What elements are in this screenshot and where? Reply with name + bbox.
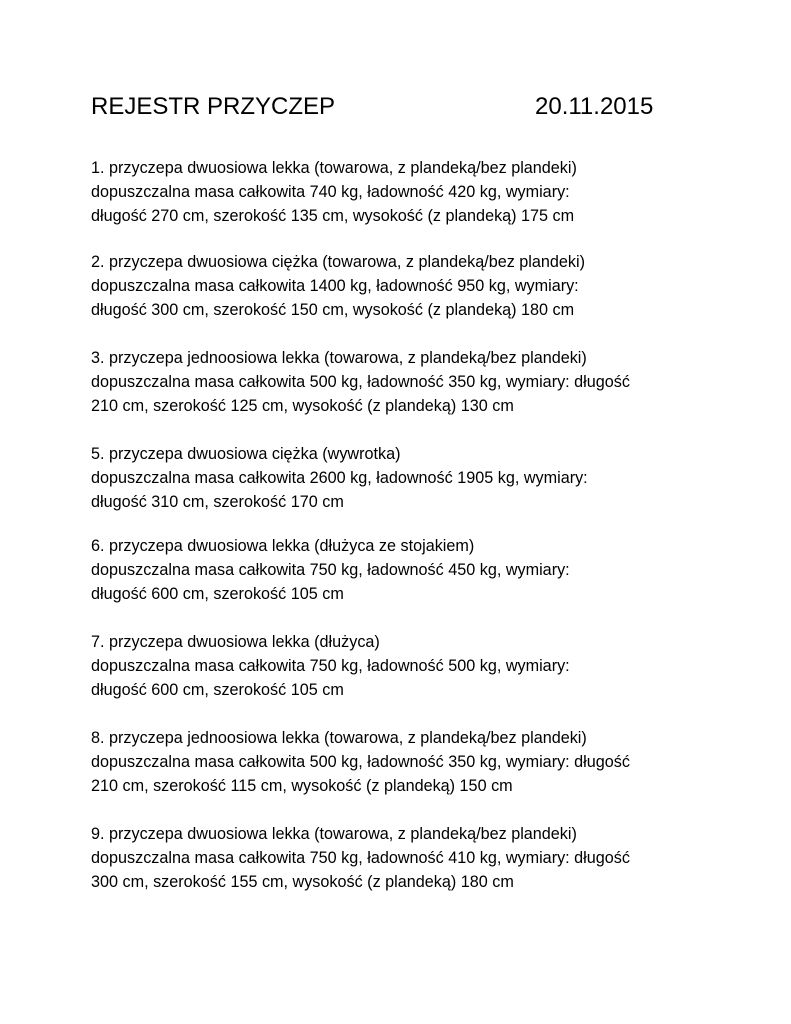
entry-specs: dopuszczalna masa całkowita 750 kg, ładowność 500 kg, wymiary:	[91, 657, 570, 675]
trailer-entry-8	[91, 726, 711, 798]
entry-dimensions: długość 270 cm, szerokość 135 cm, wysokość (z plandeką) 175 cm	[91, 207, 575, 225]
entry-heading: 3. przyczepa jednoosiowa lekka (towarowa, z plandeką/bez plandeki)	[91, 349, 587, 367]
trailer-entry-2	[91, 250, 711, 322]
entry-dimensions: długość 600 cm, szerokość 105 cm	[91, 585, 344, 603]
trailer-entry-5	[91, 442, 711, 514]
entry-dimensions: długość 300 cm, szerokość 150 cm, wysokość (z plandeką) 180 cm	[91, 301, 575, 319]
entry-dimensions: 300 cm, szerokość 155 cm, wysokość (z plandeką) 180 cm	[91, 873, 514, 891]
entry-specs: dopuszczalna masa całkowita 500 kg, ładowność 350 kg, wymiary: długość	[91, 753, 630, 771]
trailer-entry-6	[91, 534, 711, 606]
trailer-entry-9	[91, 822, 711, 894]
entry-dimensions: 210 cm, szerokość 115 cm, wysokość (z plandeką) 150 cm	[91, 777, 513, 795]
trailer-entry-3	[91, 346, 711, 418]
entry-heading: 6. przyczepa dwuosiowa lekka (dłużyca ze stojakiem)	[91, 537, 475, 555]
entry-dimensions: 210 cm, szerokość 125 cm, wysokość (z plandeką) 130 cm	[91, 397, 514, 415]
trailer-entry-7	[91, 630, 711, 702]
entry-dimensions: długość 600 cm, szerokość 105 cm	[91, 681, 344, 699]
entry-heading: 2. przyczepa dwuosiowa ciężka (towarowa, z plandeką/bez plandeki)	[91, 253, 585, 271]
trailer-entry-1	[91, 156, 711, 228]
entry-specs: dopuszczalna masa całkowita 2600 kg, ładowność 1905 kg, wymiary:	[91, 469, 588, 487]
entry-heading: 7. przyczepa dwuosiowa lekka (dłużyca)	[91, 633, 380, 651]
entry-specs: dopuszczalna masa całkowita 1400 kg, ładowność 950 kg, wymiary:	[91, 277, 579, 295]
document-header	[91, 90, 691, 124]
entry-heading: 9. przyczepa dwuosiowa lekka (towarowa, z plandeką/bez plandeki)	[91, 825, 577, 843]
entry-heading: 1. przyczepa dwuosiowa lekka (towarowa, z plandeką/bez plandeki)	[91, 159, 577, 177]
entry-heading: 5. przyczepa dwuosiowa ciężka (wywrotka)	[91, 445, 401, 463]
document-title: REJESTR PRZYCZEP	[91, 93, 336, 120]
entry-specs: dopuszczalna masa całkowita 500 kg, ładowność 350 kg, wymiary: długość	[91, 373, 630, 391]
entry-heading: 8. przyczepa jednoosiowa lekka (towarowa, z plandeką/bez plandeki)	[91, 729, 587, 747]
document-date: 20.11.2015	[535, 93, 654, 120]
entry-specs: dopuszczalna masa całkowita 750 kg, ładowność 450 kg, wymiary:	[91, 561, 570, 579]
entry-specs: dopuszczalna masa całkowita 750 kg, ładowność 410 kg, wymiary: długość	[91, 849, 630, 867]
entry-specs: dopuszczalna masa całkowita 740 kg, ładowność 420 kg, wymiary:	[91, 183, 570, 201]
entry-dimensions: długość 310 cm, szerokość 170 cm	[91, 493, 344, 511]
